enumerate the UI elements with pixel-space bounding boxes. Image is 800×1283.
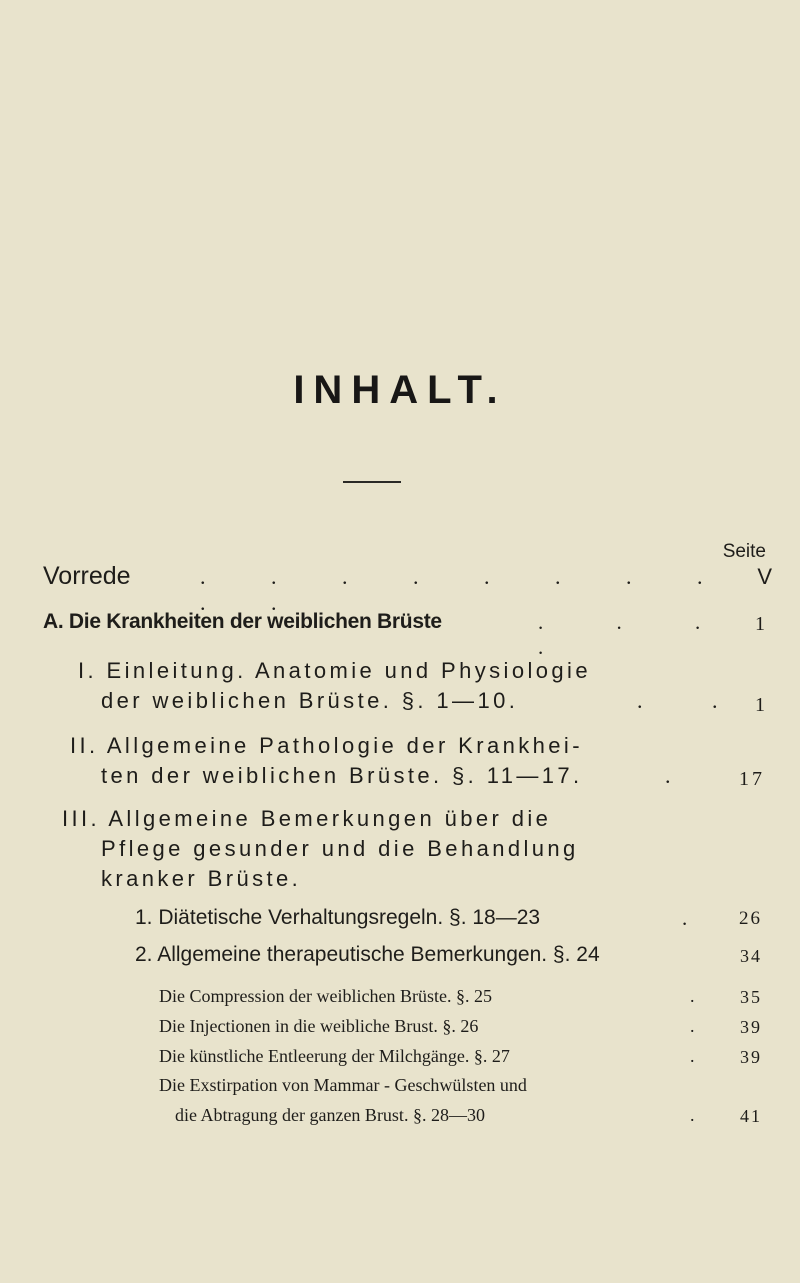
page-number: 39 bbox=[740, 1017, 762, 1037]
page-number: V bbox=[757, 564, 772, 589]
page-number: 1 bbox=[755, 613, 765, 635]
toc-entry-vorrede: Vorrede bbox=[43, 562, 131, 590]
leader-dots: . bbox=[682, 906, 688, 930]
page-number: 17 bbox=[739, 768, 765, 790]
page-number: 35 bbox=[740, 987, 762, 1007]
leader-dots: . . bbox=[637, 688, 750, 713]
toc-entry-sub-2: 2. Allgemeine therapeutische Bemerkungen. §. 24 bbox=[135, 943, 600, 966]
toc-entry-sub-1: 1. Diätetische Verhaltungsregeln. §. 18—23 bbox=[135, 906, 541, 929]
toc-entry-chapter-iii-cont: kranker Brüste. bbox=[101, 866, 302, 891]
toc-entry-exstirpation: Die Exstirpation von Mammar - Geschwülsten und bbox=[159, 1075, 527, 1095]
toc-entry-exstirpation-cont: die Abtragung der ganzen Brust. §. 28—30 bbox=[175, 1105, 485, 1125]
toc-entry-compression: Die Compression der weiblichen Brüste. §. 25 bbox=[159, 986, 492, 1006]
leader-dots: . . . . . . . . . . bbox=[200, 564, 733, 615]
toc-entry-entleerung: Die künstliche Entleerung der Milchgänge. §. 27 bbox=[159, 1046, 510, 1066]
toc-entry-injectionen: Die Injectionen in die weibliche Brust. §. 26 bbox=[159, 1016, 479, 1036]
leader-dots: . bbox=[690, 1046, 695, 1066]
page-number: 26 bbox=[739, 908, 762, 929]
leader-dots: . bbox=[690, 1016, 695, 1036]
toc-entry-chapter-i: I. Einleitung. Anatomie und Physiologie bbox=[78, 658, 591, 683]
toc-entry-chapter-i-cont: der weiblichen Brüste. §. 1—10. bbox=[101, 688, 519, 713]
title-divider bbox=[343, 481, 401, 483]
page-number: 34 bbox=[740, 946, 762, 966]
page-number: 39 bbox=[740, 1047, 762, 1067]
toc-entry-section-a: A. Die Krankheiten der weiblichen Brüste bbox=[43, 610, 442, 633]
page-column-header: Seite bbox=[722, 541, 766, 562]
leader-dots: . bbox=[690, 1105, 695, 1125]
page-number: 41 bbox=[740, 1106, 762, 1126]
toc-entry-chapter-iii: III. Allgemeine Bemerkungen über die bbox=[62, 806, 552, 831]
toc-entry-chapter-ii-cont: ten der weiblichen Brüste. §. 11—17. bbox=[101, 763, 583, 788]
toc-entry-chapter-ii: II. Allgemeine Pathologie der Krankhei- bbox=[70, 733, 583, 758]
leader-dots: . bbox=[690, 986, 695, 1006]
page-number: 1 bbox=[755, 694, 765, 716]
leader-dots: . . . . bbox=[538, 610, 735, 659]
leader-dots: . bbox=[665, 763, 671, 788]
page-title: INHALT. bbox=[293, 368, 507, 412]
toc-entry-chapter-iii-cont: Pflege gesunder und die Behandlung bbox=[101, 836, 579, 861]
